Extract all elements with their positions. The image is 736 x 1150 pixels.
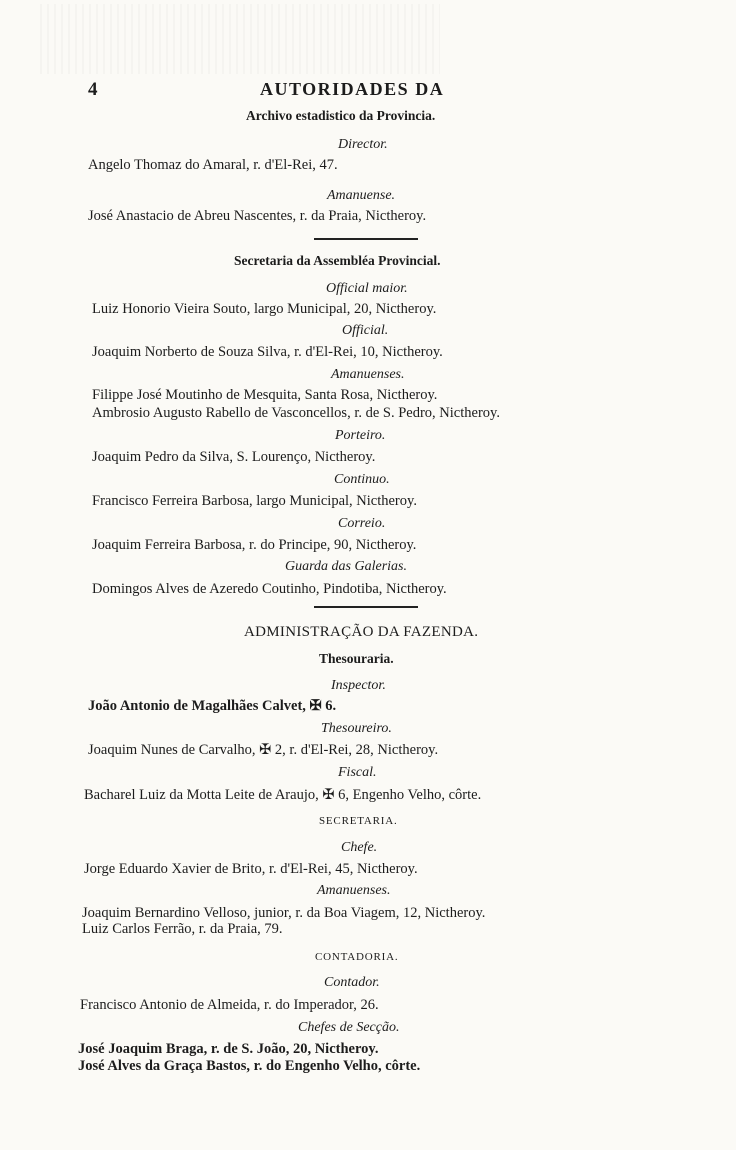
entry-porteiro: Joaquim Pedro da Silva, S. Lourenço, Nictheroy. — [92, 449, 376, 465]
bleed-through-texture — [40, 4, 440, 74]
section-title-archivo: Archivo estadistico da Provincia. — [246, 108, 436, 123]
section-title-secretaria: Secretaria da Assembléa Provincial. — [234, 253, 441, 268]
role-label-amanuenses: Amanuenses. — [331, 367, 405, 382]
role-label-correio: Correio. — [338, 516, 386, 531]
role-label-official: Official. — [342, 323, 389, 338]
subsection-title-secretaria: SECRETARIA. — [319, 815, 398, 827]
entry-thesoureiro: Joaquim Nunes de Carvalho, ✠ 2, r. d'El-Rei, 28, Nictheroy. — [88, 742, 439, 758]
subsection-title-thesouraria: Thesouraria. — [319, 651, 394, 666]
running-title: AUTORIDADES DA — [260, 79, 445, 99]
section-title-fazenda: ADMINISTRAÇÃO DA FAZENDA. — [244, 624, 479, 640]
page-number: 4 — [88, 79, 98, 100]
section-divider — [314, 238, 418, 240]
role-label-fiscal: Fiscal. — [338, 765, 377, 780]
role-label-porteiro: Porteiro. — [335, 428, 386, 443]
section-divider — [314, 606, 418, 608]
entry-official: Joaquim Norberto de Souza Silva, r. d'El-Rei, 10, Nictheroy. — [92, 344, 443, 360]
entry-amanuense: José Anastacio de Abreu Nascentes, r. da Praia, Nictheroy. — [88, 208, 427, 224]
entry-amanuense-fazenda-2: Luiz Carlos Ferrão, r. da Praia, 79. — [82, 921, 283, 937]
role-label-inspector: Inspector. — [331, 678, 386, 693]
entry-fiscal: Bacharel Luiz da Motta Leite de Araujo, ✠ 6, Engenho Velho, côrte. — [84, 787, 482, 803]
entry-correio: Joaquim Ferreira Barbosa, r. do Principe, 90, Nictheroy. — [92, 537, 417, 553]
role-label-continuo: Continuo. — [334, 472, 390, 487]
entry-guarda: Domingos Alves de Azeredo Coutinho, Pindotiba, Nictheroy. — [92, 581, 447, 597]
entry-director: Angelo Thomaz do Amaral, r. d'El-Rei, 47. — [88, 157, 338, 173]
role-label-official-maior: Official maior. — [326, 281, 408, 296]
role-label-amanuense: Amanuense. — [327, 188, 396, 203]
entry-chefe: Jorge Eduardo Xavier de Brito, r. d'El-Rei, 45, Nictheroy. — [84, 861, 418, 877]
entry-amanuense-fazenda-1: Joaquim Bernardino Velloso, junior, r. da Boa Viagem, 12, Nictheroy. — [82, 905, 486, 921]
entry-continuo: Francisco Ferreira Barbosa, largo Municipal, Nictheroy. — [92, 493, 417, 509]
role-label-amanuenses-fazenda: Amanuenses. — [317, 883, 391, 898]
role-label-contador: Contador. — [324, 975, 380, 990]
subsection-title-contadoria: CONTADORIA. — [315, 951, 399, 963]
entry-contador: Francisco Antonio de Almeida, r. do Imperador, 26. — [80, 997, 379, 1013]
role-label-guarda: Guarda das Galerias. — [285, 559, 407, 574]
entry-chefe-seccao-1: José Joaquim Braga, r. de S. João, 20, Nictheroy. — [78, 1041, 379, 1057]
entry-chefe-seccao-2: José Alves da Graça Bastos, r. do Engenho Velho, côrte. — [78, 1058, 421, 1074]
role-label-director: Director. — [338, 137, 388, 152]
entry-inspector: João Antonio de Magalhães Calvet, ✠ 6. — [88, 698, 337, 714]
role-label-chefe: Chefe. — [341, 840, 378, 855]
role-label-thesoureiro: Thesoureiro. — [321, 721, 392, 736]
entry-official-maior: Luiz Honorio Vieira Souto, largo Municipal, 20, Nictheroy. — [92, 301, 437, 317]
entry-amanuense-1: Filippe José Moutinho de Mesquita, Santa Rosa, Nictheroy. — [92, 387, 438, 403]
entry-amanuense-2: Ambrosio Augusto Rabello de Vasconcellos, r. de S. Pedro, Nictheroy. — [92, 405, 500, 421]
role-label-chefes-seccao: Chefes de Secção. — [298, 1020, 400, 1035]
